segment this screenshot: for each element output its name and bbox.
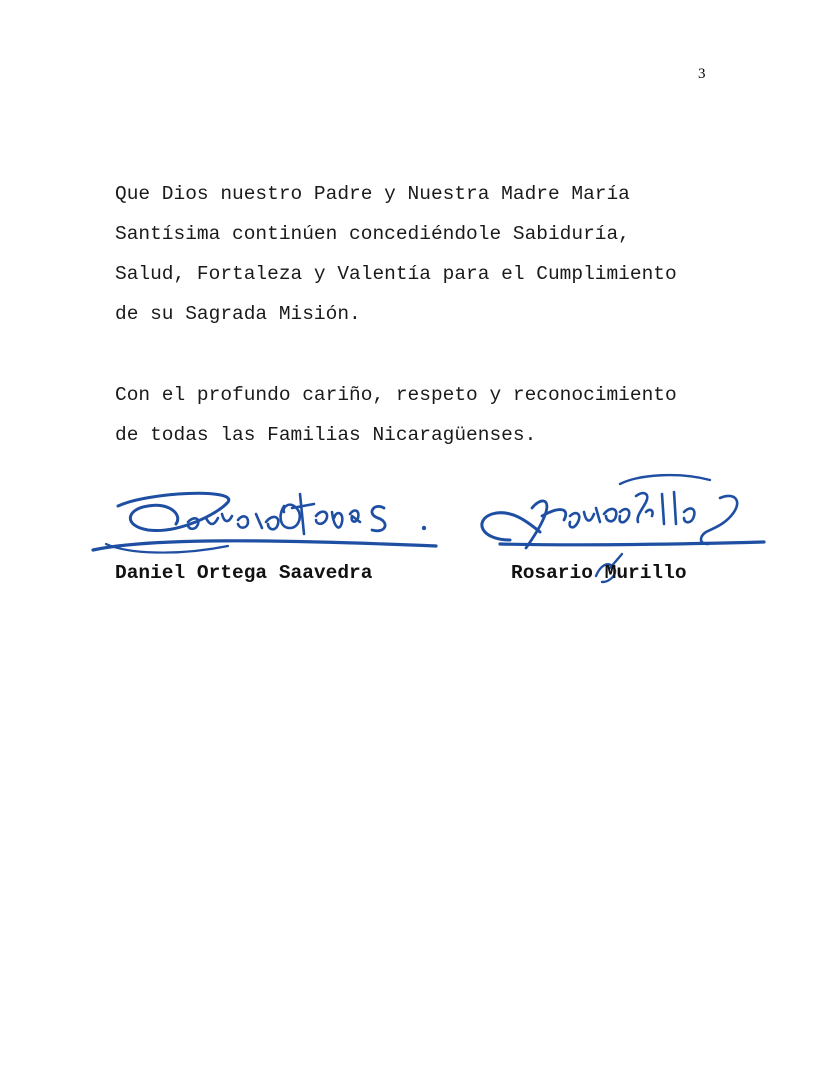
text-line: de su Sagrada Misión.	[115, 303, 361, 325]
signature-ortega-drawing	[88, 484, 448, 564]
text-line: Que Dios nuestro Padre y Nuestra Madre María	[115, 183, 630, 205]
signer-name-ortega: Daniel Ortega Saavedra	[115, 562, 373, 584]
closing-paragraph-blessing	[115, 174, 725, 334]
text-line: Con el profundo cariño, respeto y reconocimiento	[115, 384, 677, 406]
signature-ortega	[88, 484, 448, 564]
text-line: de todas las Familias Nicaragüenses.	[115, 424, 537, 446]
text-line: Santísima continúen concediéndole Sabiduría,	[115, 223, 630, 245]
text-line: Salud, Fortaleza y Valentía para el Cumplimiento	[115, 263, 677, 285]
signer-name-murillo: Rosario Murillo	[511, 562, 687, 584]
page-number: 3	[698, 66, 706, 82]
closing-paragraph-regards	[115, 375, 725, 455]
